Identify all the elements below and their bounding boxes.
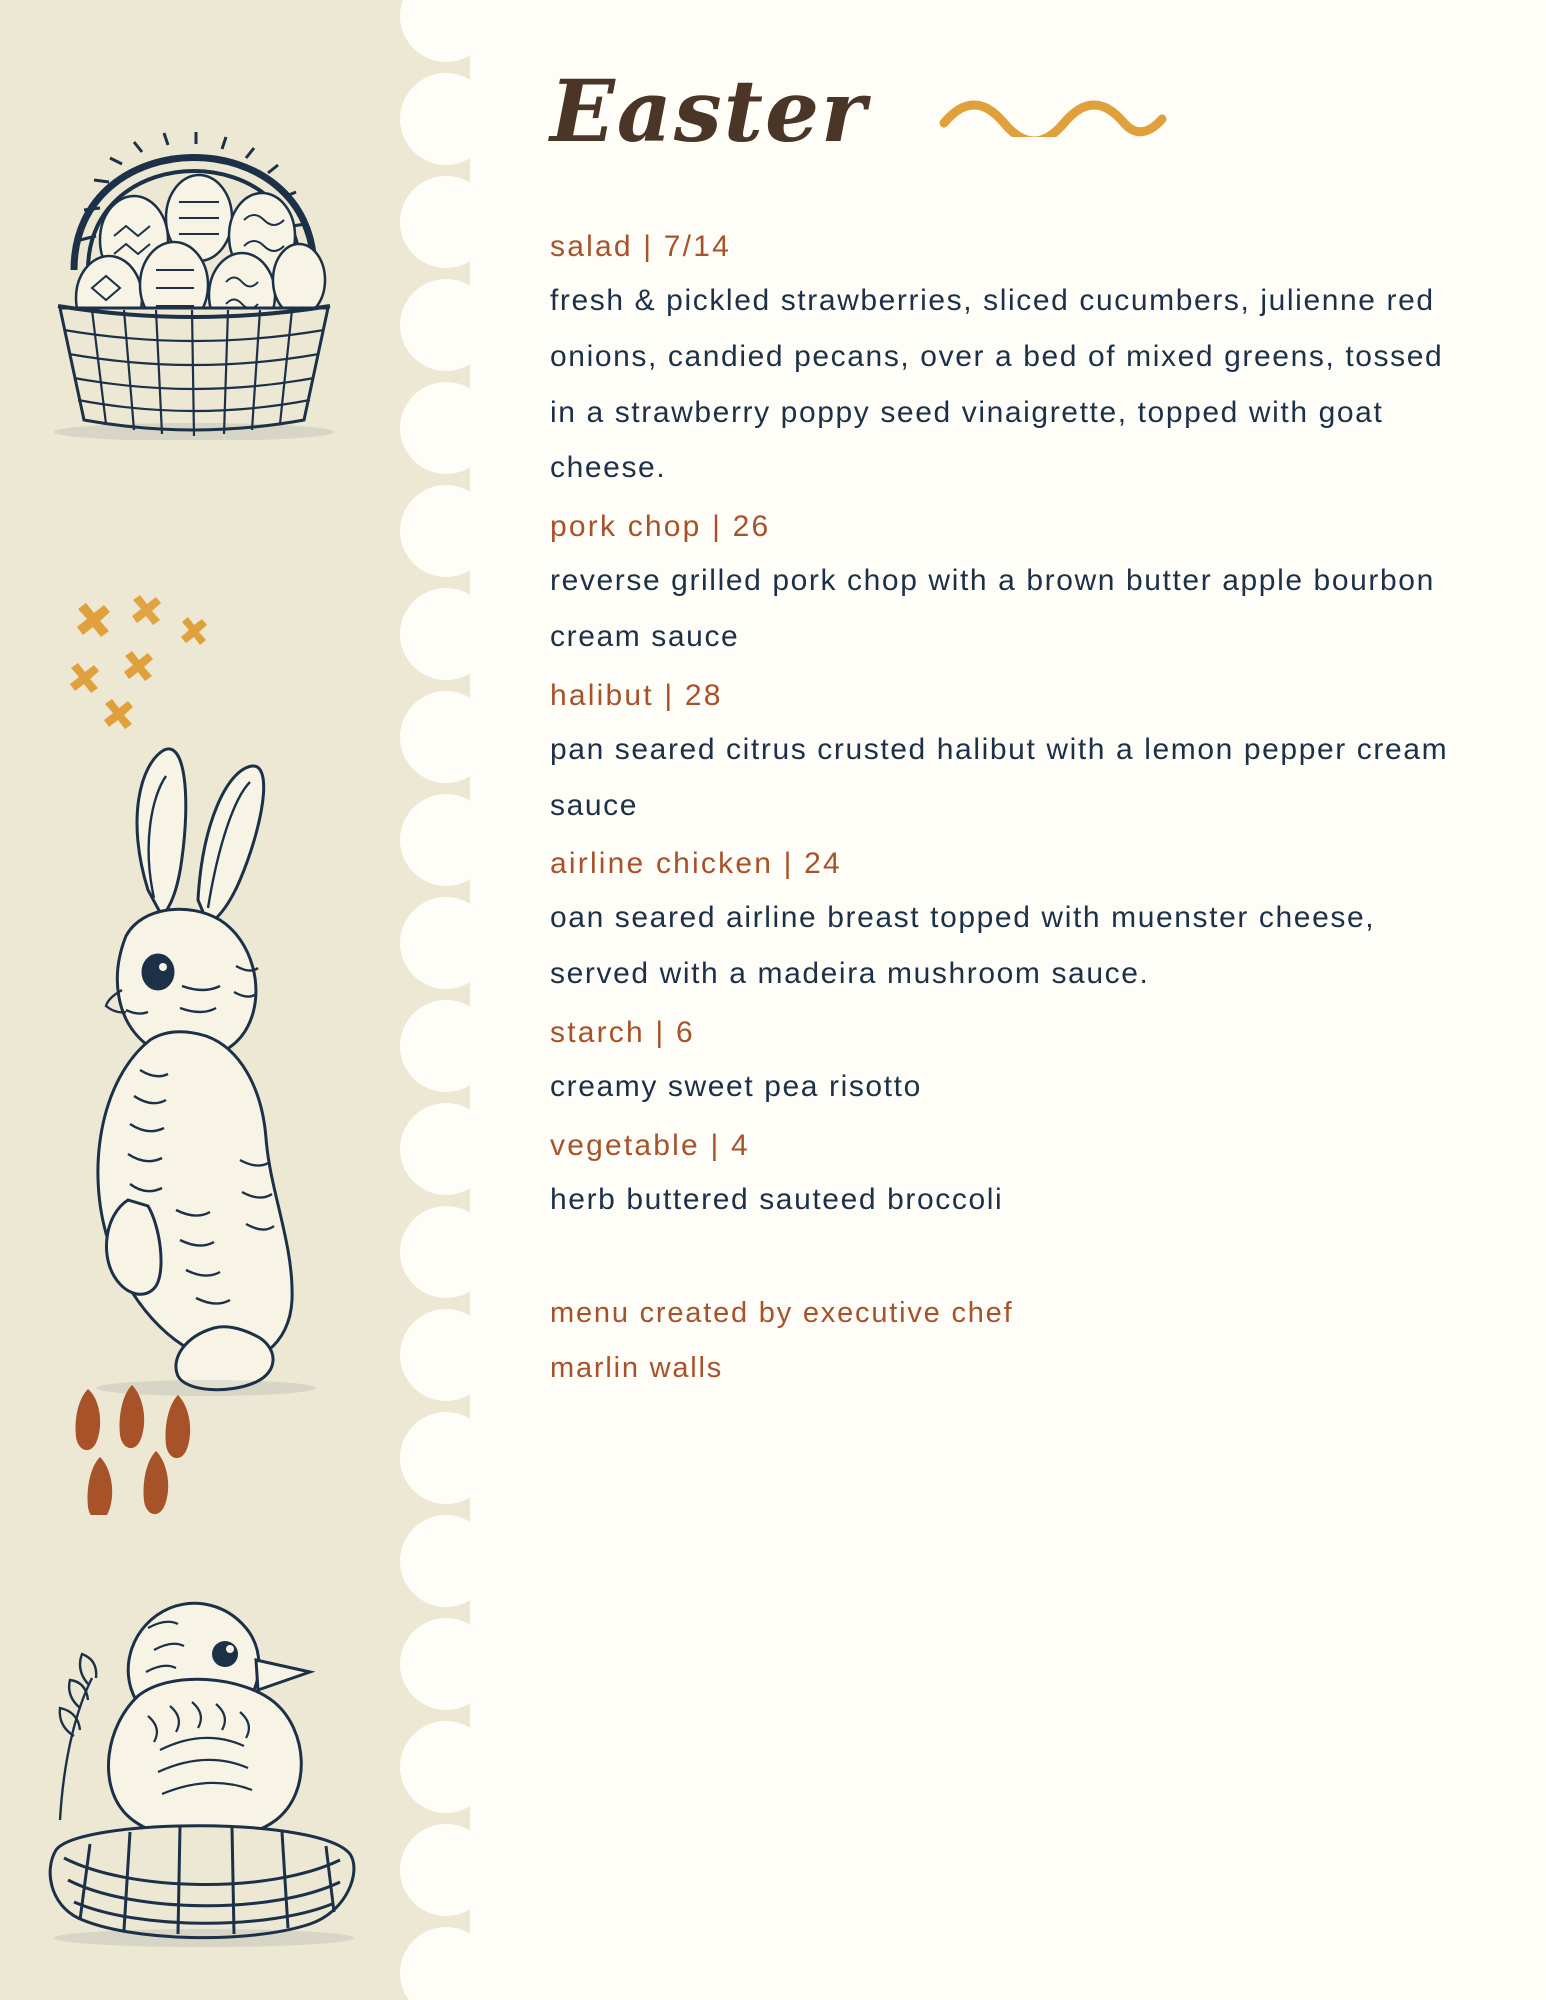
chef-credit-line-2: marlin walls — [550, 1351, 724, 1384]
menu-item-description: reverse grilled pork chop with a brown butter apple bourbon cream sauce — [550, 564, 1435, 653]
menu-list — [550, 230, 1490, 1396]
easter-basket-illustration — [14, 40, 374, 440]
chick-in-nest-illustration — [20, 1520, 380, 1950]
rabbit-illustration — [30, 740, 360, 1400]
menu-item-description: fresh & pickled strawberries, sliced cucumbers, julienne red onions, candied pecans, over a bed of mixed greens, tossed in a strawberry poppy seed vinaigrette, topped with goat cheese. — [550, 284, 1444, 485]
decorative-sidebar — [0, 0, 470, 2000]
menu-item — [550, 847, 1490, 1002]
menu-item — [550, 510, 1490, 665]
chef-credit — [550, 1286, 1490, 1396]
title-row — [550, 52, 1470, 172]
page-title: Easter — [550, 61, 868, 162]
menu-item-heading: vegetable | 4 — [550, 1128, 750, 1162]
menu-item — [550, 679, 1490, 834]
scattered-strokes-decor — [70, 1385, 220, 1515]
squiggle-decor — [938, 97, 1168, 137]
menu-item-heading: airline chicken | 24 — [550, 847, 842, 881]
menu-item — [550, 1129, 1490, 1228]
menu-item-heading: halibut | 28 — [550, 678, 723, 712]
chef-credit-line-1: menu created by executive chef — [550, 1296, 1014, 1329]
menu-item-description: oan seared airline breast topped with muenster cheese, served with a madeira mushroom sauce. — [550, 901, 1376, 991]
menu-item-heading: pork chop | 26 — [550, 510, 771, 544]
menu-item — [550, 230, 1490, 496]
menu-item-description: creamy sweet pea risotto — [550, 1069, 922, 1103]
menu-content — [470, 0, 1546, 2000]
menu-item-heading: starch | 6 — [550, 1015, 695, 1049]
menu-item-description: pan seared citrus crusted halibut with a lemon pepper cream sauce — [550, 732, 1449, 822]
menu-item — [550, 1016, 1490, 1115]
menu-item-heading: salad | 7/14 — [550, 230, 731, 263]
scattered-crosses-decor — [70, 595, 220, 735]
menu-item-description: herb buttered sauteed broccoli — [550, 1182, 1004, 1216]
